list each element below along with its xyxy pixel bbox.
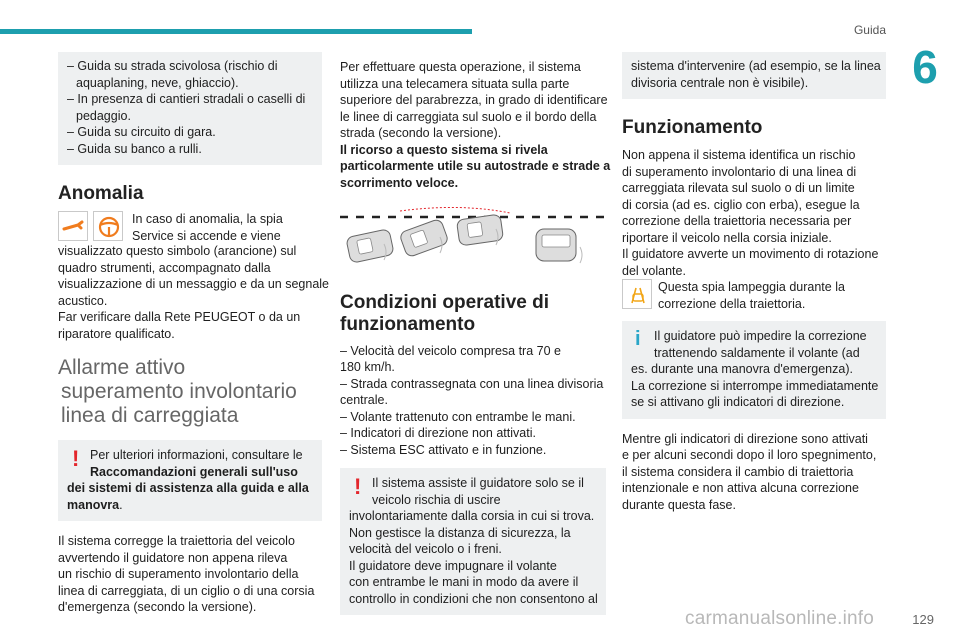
text-line: linea di carreggiata: [61, 404, 239, 427]
exclamation-icon: !: [72, 446, 80, 471]
text-line: es. durante una manovra d'emergenza).: [631, 362, 853, 376]
text-line: riportare il veicolo nella corsia iniziale.: [622, 230, 832, 245]
anomalia-heading: Anomalia: [58, 183, 144, 204]
anomaly-icon-text: [132, 211, 283, 244]
anomaly-icons-row: [58, 211, 322, 243]
text-line: con entrambe le mani in modo da avere il: [349, 575, 579, 589]
text-line: Il sistema assiste il guidatore solo se il: [372, 476, 584, 490]
list-item: – Indicatori di direzione non attivati.: [340, 426, 536, 440]
text-line: Raccomandazioni generali sull'uso: [90, 464, 298, 479]
text-line: di superamento involontario di una linea di: [622, 164, 857, 179]
column-1: [58, 52, 330, 616]
text-line: correzione della traiettoria.: [658, 296, 806, 311]
chapter-number: 6: [912, 41, 938, 93]
text-line: il sistema considera il cambio di traiettoria: [622, 464, 854, 479]
text-line: particolarmente utile su autostrade e strade a: [340, 159, 611, 173]
text-line: Per ulteriori informazioni, consultare le: [90, 448, 303, 462]
column-3: [622, 52, 886, 513]
wrench-icon: [58, 211, 88, 241]
text-line: strada (secondo la versione).: [340, 126, 502, 140]
text-line: utilizza una telecamera situata sulla parte: [340, 76, 570, 91]
text-line: avvertendo il guidatore non appena rileva: [58, 550, 288, 565]
info-icon: i: [635, 328, 641, 350]
text-line: visualizzato questo simbolo (arancione) sul: [58, 244, 297, 258]
list-item: – Sistema ESC attivato e in funzione.: [340, 442, 547, 457]
header-accent-bar: [0, 29, 472, 34]
conditions-heading: [340, 292, 606, 336]
anomaly-description: [58, 243, 330, 342]
text-line: acustico.: [58, 293, 108, 308]
text-line: Il guidatore avverte un movimento di rotazione: [622, 247, 879, 261]
conditions-list: [340, 343, 606, 459]
system-description: [58, 533, 322, 616]
text-line: visualizzazione di un messaggio e da un segnale: [58, 277, 330, 291]
text-line: velocità del veicolo o i freni.: [349, 542, 502, 556]
text-line: un rischio di superamento involontario della: [58, 567, 299, 581]
warning-box: [340, 468, 606, 615]
text-line: Il ricorso a questo sistema si rivela: [340, 142, 548, 157]
text-line: – In presenza di cantieri stradali o caselli di: [67, 92, 306, 106]
text-line: – Guida su banco a rulli.: [67, 141, 202, 156]
section-title: [58, 356, 322, 428]
list-item: – Strada contrassegnata con una linea divisoria: [340, 376, 604, 391]
text-line: correzione della traiettoria necessaria per: [622, 214, 852, 228]
text-line: funzionamento: [340, 313, 476, 335]
text-line: linea di carreggiata, di un ciglio o di una corsia: [58, 583, 315, 598]
text-line: d'emergenza (secondo la versione).: [58, 600, 257, 614]
page-header-title: Guida: [853, 23, 886, 37]
text-line: carreggiata rilevata sul suolo o di un limite: [622, 181, 855, 195]
text-line: Questa spia lampeggia durante la: [658, 280, 845, 294]
page-number: 129: [912, 612, 934, 627]
text-line: divisoria centrale non è visibile).: [631, 75, 809, 90]
text-line: superiore del parabrezza, in grado di identificare: [340, 93, 608, 107]
list-item: – Volante trattenuto con entrambe le mani.: [340, 409, 576, 424]
lane-departure-illustration: [340, 205, 606, 275]
text-line: intenzionale e non attiva alcuna correzione: [622, 481, 859, 495]
text-span: manovra: [67, 497, 120, 512]
text-line: di corsia (ad es. ciglio con erba), esegue la: [622, 197, 860, 212]
operation-description: [622, 147, 886, 279]
text-line: Far verificare dalla Rete PEUGEOT o da un: [58, 310, 301, 324]
text-line: – Guida su circuito di gara.: [67, 125, 216, 139]
text-line: – Guida su strada scivolosa (rischio di: [67, 59, 278, 73]
text-line: Condizioni operative di: [340, 291, 550, 313]
text-line: pedaggio.: [76, 108, 131, 123]
list-item: centrale.: [340, 393, 388, 407]
text-line: e per alcuni secondi dopo il loro spegnimento,: [622, 448, 877, 462]
text-line: Per effettuare questa operazione, il sistema: [340, 60, 581, 74]
text-line: dei sistemi di assistenza alla guida e alla: [67, 481, 309, 495]
lamp-text: [658, 279, 845, 312]
text-line: scorrimento veloce.: [340, 175, 459, 190]
lane-departure-lamp-icon: [622, 279, 652, 309]
list-item: 180 km/h.: [340, 360, 395, 374]
text-line: manovra.: [67, 497, 123, 512]
indicator-description: [622, 431, 886, 514]
continued-warning-box: [622, 52, 886, 99]
text-line: quadro strumenti, accompagnato dalla: [58, 260, 271, 275]
text-line: aquaplaning, neve, ghiaccio).: [76, 75, 239, 90]
watermark: carmanualsonline.info: [685, 608, 875, 629]
text-line: riparatore qualificato.: [58, 326, 175, 341]
text-line: Mentre gli indicatori di direzione sono attivati: [622, 431, 868, 446]
info-box: [622, 321, 886, 419]
warning-box: [58, 440, 322, 521]
text-line: La correzione si interrompe immediatamente: [631, 378, 879, 393]
text-line: Allarme attivo: [58, 356, 186, 379]
text-line: le linee di carreggiata sul suolo e il bordo della: [340, 109, 597, 124]
text-line: trattenendo saldamente il volante (ad: [654, 345, 860, 360]
text-line: Service si accende e viene: [132, 228, 281, 243]
exclusions-box: [58, 52, 322, 165]
text-line: veicolo rischia di uscire: [372, 492, 501, 507]
text-line: Il guidatore deve impugnare il volante: [349, 558, 557, 573]
text-line: se si attivano gli indicatori di direzione.: [631, 395, 845, 409]
text-line: durante questa fase.: [622, 497, 736, 512]
list-item: – Velocità del veicolo compresa tra 70 e: [340, 343, 561, 358]
text-line: sistema d'intervenire (ad esempio, se la linea: [631, 59, 881, 73]
text-line: Non appena il sistema identifica un rischio: [622, 148, 856, 162]
camera-description: [340, 52, 611, 191]
text-line: Il guidatore può impedire la correzione: [654, 329, 867, 343]
text-line: Il sistema corregge la traiettoria del veicolo: [58, 534, 295, 548]
text-line: superamento involontario: [61, 380, 297, 403]
text-line: Non gestisce la distanza di sicurezza, la: [349, 525, 571, 540]
funzionamento-heading: Funzionamento: [622, 117, 763, 138]
text-line: del volante.: [622, 263, 686, 278]
text-line: In caso di anomalia, la spia: [132, 212, 283, 226]
lamp-row: [622, 279, 886, 313]
steering-wheel-warning-icon: [93, 211, 123, 241]
text-line: controllo in condizioni che non consentono al: [349, 591, 598, 606]
exclamation-icon: !: [354, 474, 362, 499]
text-line: involontariamente dalla corsia in cui si trova.: [349, 509, 595, 523]
column-2: [340, 52, 611, 615]
